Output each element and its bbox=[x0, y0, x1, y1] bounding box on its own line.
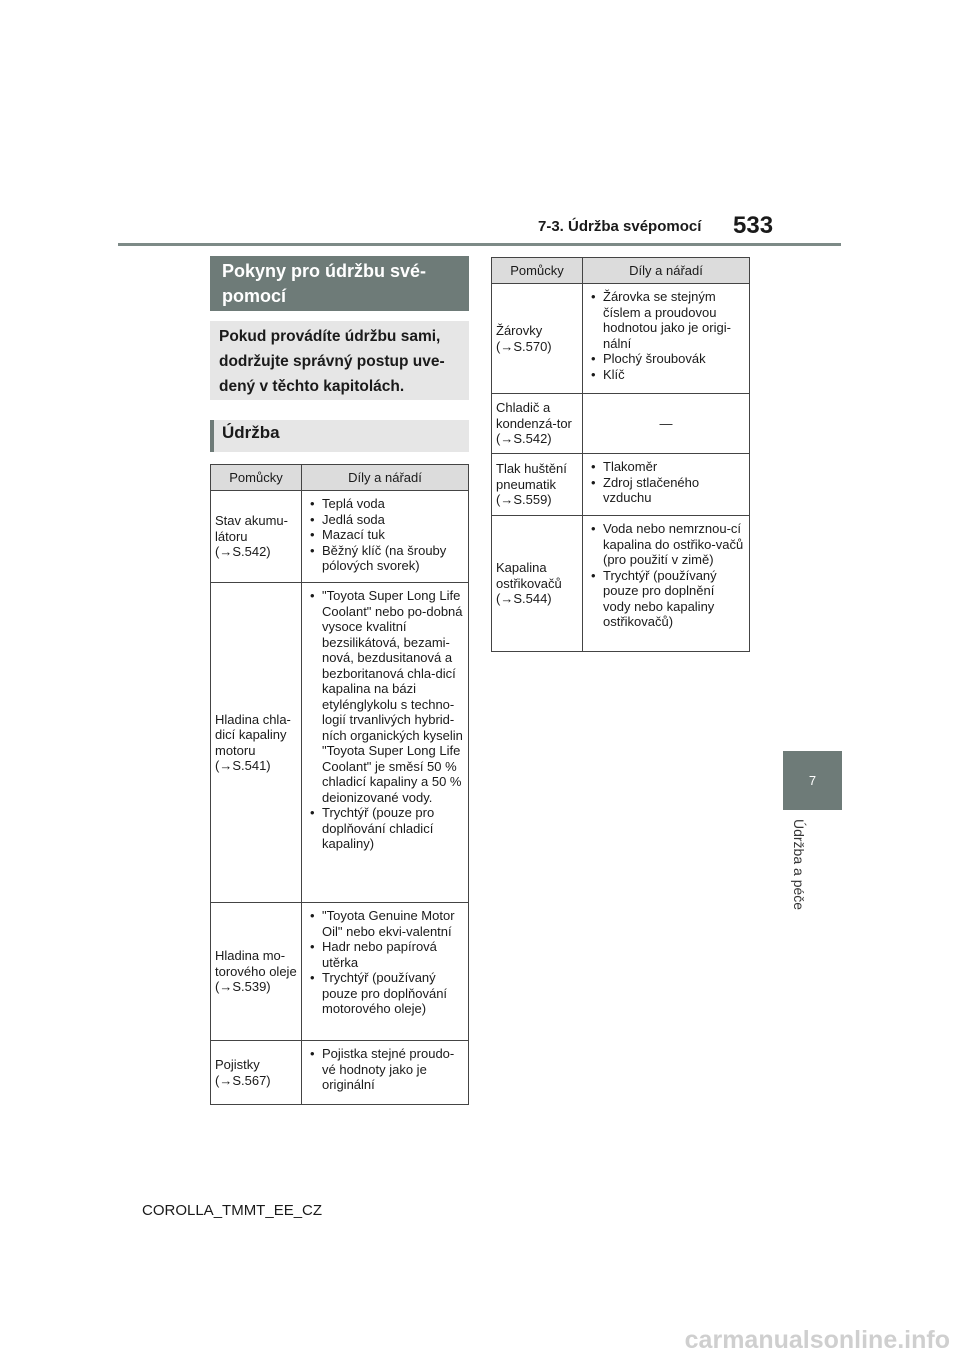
page-reference[interactable]: (→S.567) bbox=[215, 1072, 271, 1088]
intro-text: Pokud provádíte údržbu sami, dodržujte správný postup uve-dený v těchto kapitolách. bbox=[210, 321, 469, 400]
tool-cell bbox=[492, 284, 583, 394]
parts-list bbox=[587, 459, 745, 506]
header-tools: Pomůcky bbox=[492, 258, 583, 284]
parts-cell bbox=[583, 394, 750, 454]
table-row bbox=[492, 454, 750, 516]
tool-cell bbox=[492, 394, 583, 454]
empty-dash: — bbox=[659, 415, 673, 431]
chapter-number: 7 bbox=[808, 773, 817, 788]
header-parts: Díly a nářadí bbox=[302, 465, 469, 491]
table-row bbox=[492, 394, 750, 454]
list-item: • Tlakoměr bbox=[587, 459, 745, 475]
tool-name: Hladina chla-dicí kapaliny motoru bbox=[215, 711, 291, 758]
table-row bbox=[492, 516, 750, 652]
list-item: • Jedlá soda bbox=[306, 512, 464, 528]
parts-cell bbox=[583, 284, 750, 394]
table-row bbox=[211, 583, 469, 903]
page-reference[interactable]: (→S.542) bbox=[215, 544, 271, 560]
page-reference[interactable]: (→S.539) bbox=[215, 979, 271, 995]
list-item: • "Toyota Super Long Life Coolant" nebo po-dobná vysoce kvalitní bezsilikátová, bezami-nová, bezdusitanová a bezboritanová chla-dicí kapalina na bázi etylénglykolu s techno-logií trvanlivých hybrid-ních organických kyselin "Toyota Super Long Life Coolant" je směsí 50 % chladicí kapaliny a 50 % deionizované vody. bbox=[306, 588, 464, 805]
parts-list bbox=[306, 496, 464, 574]
parts-list bbox=[587, 521, 745, 630]
table-row bbox=[211, 903, 469, 1041]
parts-list bbox=[587, 289, 745, 382]
list-item: • Žárovka se stejným číslem a proudovou hodnotou jako je origi-nální bbox=[587, 289, 745, 351]
header-parts: Díly a nářadí bbox=[583, 258, 750, 284]
header-rule bbox=[118, 243, 841, 246]
section-title: 7-3. Údržba svépomocí bbox=[538, 218, 702, 235]
chapter-label: Údržba a péče bbox=[791, 819, 807, 911]
parts-cell bbox=[302, 491, 469, 583]
table-row bbox=[492, 284, 750, 394]
page-reference[interactable]: (→S.559) bbox=[496, 492, 552, 508]
page-number: 533 bbox=[733, 212, 774, 239]
tool-name: Stav akumu-látoru bbox=[215, 513, 288, 544]
tool-cell bbox=[211, 1041, 302, 1105]
subheading: Údržba bbox=[210, 420, 469, 452]
parts-cell bbox=[302, 1041, 469, 1105]
maintenance-table-right bbox=[491, 257, 750, 652]
tool-cell bbox=[211, 583, 302, 903]
list-item: • Klíč bbox=[587, 367, 745, 383]
tool-name: Žárovky bbox=[496, 323, 543, 338]
tool-cell bbox=[211, 491, 302, 583]
table-header-row bbox=[492, 258, 750, 284]
list-item: • Pojistka stejné proudo-vé hodnoty jako je originální bbox=[306, 1046, 464, 1093]
header-tools: Pomůcky bbox=[211, 465, 302, 491]
table-row bbox=[211, 1041, 469, 1105]
page-title: Pokyny pro údržbu své-pomocí bbox=[210, 256, 469, 311]
parts-list bbox=[306, 588, 464, 852]
table-header-row bbox=[211, 465, 469, 491]
parts-list bbox=[306, 908, 464, 1017]
list-item: • Teplá voda bbox=[306, 496, 464, 512]
parts-cell bbox=[583, 516, 750, 652]
list-item: • Mazací tuk bbox=[306, 527, 464, 543]
document-code: COROLLA_TMMT_EE_CZ bbox=[142, 1202, 323, 1219]
tool-name: Pojistky bbox=[215, 1057, 260, 1072]
page-reference[interactable]: (→S.541) bbox=[215, 758, 271, 773]
list-item: • Trychtýř (používaný pouze pro doplňování motorového oleje) bbox=[306, 970, 464, 1017]
page-reference[interactable]: (→S.570) bbox=[496, 338, 552, 354]
maintenance-table-left bbox=[210, 464, 469, 1105]
tool-name: Chladič a kondenzá-tor bbox=[496, 400, 572, 431]
list-item: • Zdroj stlačeného vzduchu bbox=[587, 475, 745, 506]
parts-cell bbox=[302, 903, 469, 1041]
tool-cell bbox=[492, 454, 583, 516]
page-reference[interactable]: (→S.542) bbox=[496, 431, 552, 447]
list-item: • Běžný klíč (na šrouby pólových svorek) bbox=[306, 543, 464, 574]
tool-name: Hladina mo-torového oleje bbox=[215, 948, 297, 979]
watermark: carmanualsonline.info bbox=[684, 1326, 950, 1354]
list-item: • Hadr nebo papírová utěrka bbox=[306, 939, 464, 970]
table-row bbox=[211, 491, 469, 583]
list-item: • Trychtýř (pouze pro doplňování chladicí kapaliny) bbox=[306, 805, 464, 852]
list-item: • Trychtýř (používaný pouze pro doplnění vody nebo kapaliny ostřikovačů) bbox=[587, 568, 745, 630]
list-item: • Voda nebo nemrznou-cí kapalina do ostřiko-vačů (pro použití v zimě) bbox=[587, 521, 745, 568]
parts-cell bbox=[302, 583, 469, 903]
list-item: • "Toyota Genuine Motor Oil" nebo ekvi-valentní bbox=[306, 908, 464, 939]
tool-name: Kapalina ostřikovačů bbox=[496, 560, 562, 591]
list-item: • Plochý šroubovák bbox=[587, 351, 745, 367]
page-reference[interactable]: (→S.544) bbox=[496, 591, 552, 607]
parts-cell bbox=[583, 454, 750, 516]
tool-cell bbox=[211, 903, 302, 1041]
parts-list bbox=[306, 1046, 464, 1093]
tool-cell bbox=[492, 516, 583, 652]
tool-name: Tlak huštění pneumatik bbox=[496, 461, 567, 492]
chapter-tab[interactable] bbox=[783, 751, 842, 810]
